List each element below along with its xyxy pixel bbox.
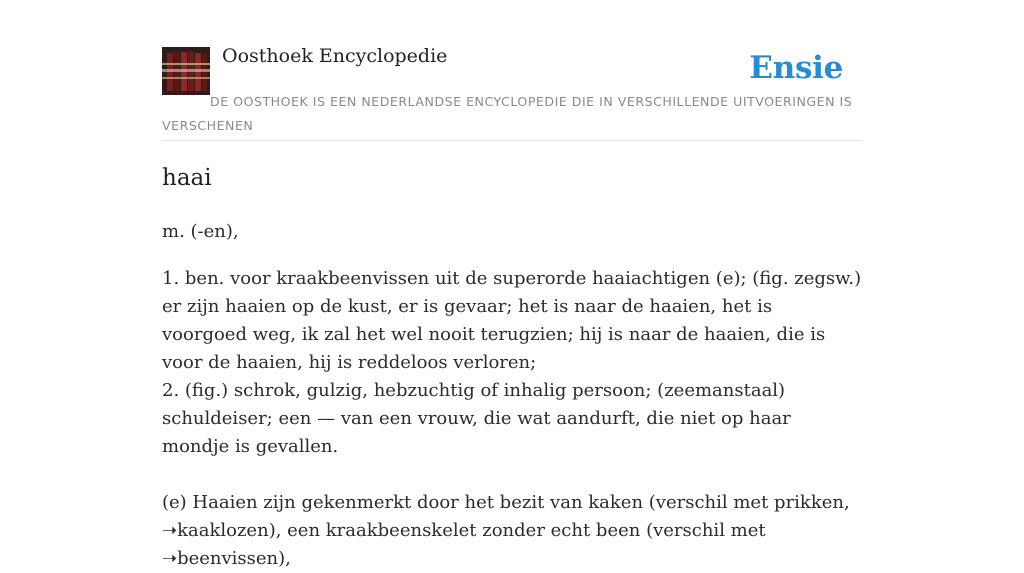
page xyxy=(162,0,862,569)
entry-content xyxy=(162,162,862,573)
note-text-prefix: (e) Haaien zijn gekenmerkt door het bezit van kaken (verschil met prikken, xyxy=(162,492,850,513)
link-beenvissen[interactable]: ➝beenvissen xyxy=(162,548,279,569)
book-spines-icon[interactable] xyxy=(162,47,210,95)
site-tagline: DE OOSTHOEK IS EEN NEDERLANDSE ENCYCLOPEDIE DIE IN VERSCHILLENDE UITVOERINGEN IS VERSCHENEN xyxy=(162,94,853,133)
page-title: haai xyxy=(162,165,212,191)
definition-1: 1. ben. voor kraakbeenvissen uit de superorde haaiachtigen (e); (fig. zegsw.) er zijn haaien op de kust, er is gevaar; het is naar de haaien, het is voorgoed weg, ik zal het wel nooit terugzien; hij is naar de haaien, die is voor de haaien, hij is reddeloos verloren; xyxy=(162,268,862,373)
site-header xyxy=(162,0,862,141)
link-kaaklozen[interactable]: ➝kaaklozen xyxy=(162,520,269,541)
encyclopedic-note xyxy=(162,489,862,573)
note-text-suffix: ), xyxy=(278,548,291,569)
grammar-info: m. (-en), xyxy=(162,221,239,242)
brand-logo[interactable]: Ensie xyxy=(749,50,843,86)
note-text-middle: ), een kraakbeenskelet zonder echt been (verschil met xyxy=(268,520,766,541)
definitions xyxy=(162,265,862,461)
site-name[interactable]: Oosthoek Encyclopedie xyxy=(222,45,448,67)
definition-2: 2. (fig.) schrok, gulzig, hebzuchtig of inhalig persoon; (zeemanstaal) schuldeiser; een — van een vrouw, die wat aandurft, die niet op haar mondje is gevallen. xyxy=(162,380,791,457)
